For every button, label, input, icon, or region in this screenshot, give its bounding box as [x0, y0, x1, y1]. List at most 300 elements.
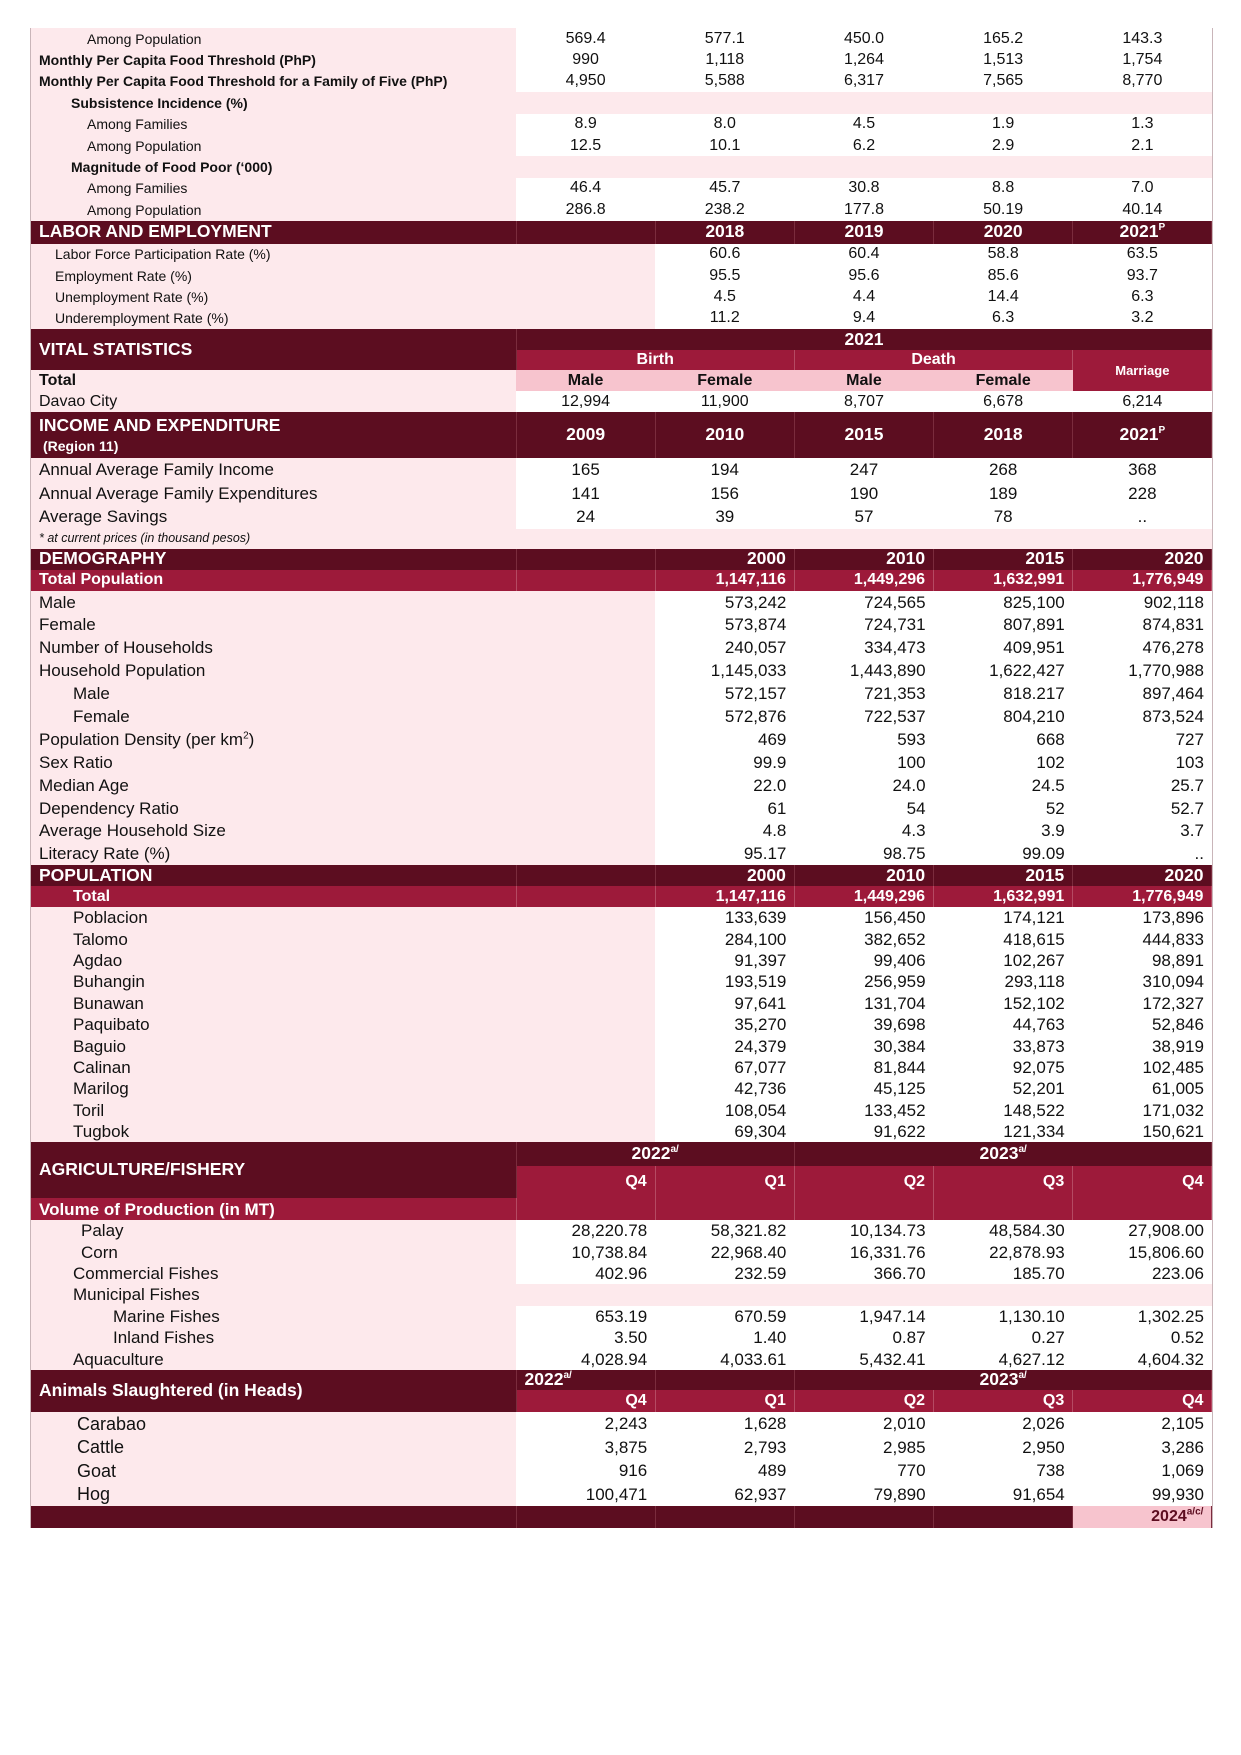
value-cell: 6.2: [852, 136, 876, 154]
value-cell: 52,846: [1151, 1015, 1204, 1035]
value-cell: 6,214: [1122, 392, 1163, 410]
header-year: 2024: [1151, 1507, 1187, 1525]
blank-cell: [516, 613, 655, 636]
income-note-row: [31, 529, 1212, 549]
row-label: Average Savings: [31, 505, 516, 529]
value-cell: 78: [993, 507, 1013, 527]
empty-cell: [516, 1284, 1212, 1305]
value-cell: 444,833: [1142, 929, 1204, 949]
row-label: Palay: [31, 1220, 516, 1241]
demography-row: [31, 728, 1212, 751]
poverty-row: [31, 199, 1212, 220]
header-year-cell: 2020: [934, 221, 1073, 244]
agri-year-b: [794, 1142, 1212, 1166]
death-header: Death: [794, 350, 1072, 370]
demography-row: [31, 659, 1212, 682]
value-cell: 24,379: [734, 1036, 787, 1056]
row-label: Buhangin: [31, 971, 516, 992]
blank-cell: [516, 591, 655, 614]
label-text: Female: [73, 706, 130, 726]
value-cell: 1,947.14: [859, 1306, 926, 1326]
vital-year: 2021: [516, 329, 1212, 350]
value-cell: 1,147,116: [655, 886, 794, 907]
value-cell: 825,100: [1003, 592, 1065, 612]
row-label: Agdao: [31, 950, 516, 971]
population-row: [31, 907, 1212, 928]
value-cell: 5,588: [704, 72, 745, 90]
value-cell: 0.27: [1031, 1328, 1065, 1348]
row-label: Corn: [31, 1241, 516, 1262]
blank-cell: [516, 1078, 655, 1099]
value-cell: 770: [897, 1461, 926, 1481]
value-cell: 22,878.93: [989, 1242, 1065, 1262]
blank-cell: [516, 1099, 655, 1120]
population-row: [31, 1121, 1212, 1142]
value-cell: 10.1: [709, 136, 741, 154]
blank-cell: [516, 570, 655, 591]
blank-cell: [516, 244, 655, 265]
row-label: Unemployment Rate (%): [31, 286, 516, 307]
blank-cell: [794, 1198, 933, 1220]
value-cell: 165.2: [983, 29, 1024, 47]
label-text: Population Density (per km: [39, 729, 244, 749]
value-cell: 10,134.73: [849, 1221, 926, 1241]
row-label: Subsistence Incidence (%): [31, 92, 516, 113]
value-cell: 38,919: [1151, 1036, 1204, 1056]
value-cell: 15,806.60: [1128, 1242, 1204, 1262]
value-cell: 7.0: [1131, 179, 1154, 197]
marriage-header: Marriage: [1073, 350, 1212, 391]
value-cell: 81,844: [873, 1057, 926, 1077]
value-cell: 286.8: [565, 200, 606, 218]
blank-cell: [516, 728, 655, 751]
value-cell: 61,005: [1151, 1079, 1204, 1099]
footnote-mark: P: [1158, 222, 1166, 234]
value-cell: 92,075: [1012, 1057, 1065, 1077]
row-label: Among Population: [31, 199, 516, 220]
quarter-label: Q2: [903, 1173, 926, 1191]
value-cell: 141: [571, 483, 600, 503]
label-text: Male: [39, 592, 76, 612]
row-label: Magnitude of Food Poor (‘000): [31, 156, 516, 177]
section-title: VITAL STATISTICS: [31, 329, 516, 370]
poverty-row: [31, 156, 1212, 177]
row-label: Cattle: [31, 1435, 516, 1459]
value-cell: 173,896: [1142, 908, 1204, 928]
value-cell: 1,632,991: [934, 570, 1073, 591]
animals-year-b: [794, 1370, 1212, 1390]
value-cell: 60.4: [848, 245, 880, 263]
value-cell: 156: [710, 483, 739, 503]
population-row: [31, 929, 1212, 950]
value-cell: 8,770: [1122, 72, 1163, 90]
value-cell: 12.5: [570, 136, 602, 154]
value-cell: 102: [1036, 752, 1065, 772]
value-cell: 738: [1036, 1461, 1065, 1481]
value-cell: 28,220.78: [571, 1221, 648, 1241]
value-cell: 2,793: [743, 1437, 787, 1457]
row-label: [31, 591, 516, 614]
value-cell: 1,628: [743, 1414, 787, 1434]
header-year: 2021: [1119, 424, 1159, 445]
label-text: Female: [39, 615, 96, 635]
value-cell: 91,622: [873, 1121, 926, 1141]
value-cell: ..: [1137, 507, 1148, 527]
value-cell: 150,621: [1142, 1121, 1204, 1141]
value-cell: 1,632,991: [934, 886, 1073, 907]
agri-row: [31, 1241, 1212, 1262]
poverty-row: [31, 49, 1212, 70]
value-cell: 1,622,427: [989, 661, 1065, 681]
value-cell: 902,118: [1143, 592, 1204, 612]
value-cell: 174,121: [1003, 908, 1065, 928]
value-cell: 668: [1036, 729, 1065, 749]
value-cell: 1.9: [992, 115, 1015, 133]
blank-cell: [516, 797, 655, 820]
value-cell: 25.7: [1170, 775, 1204, 795]
value-cell: 4,033.61: [720, 1349, 787, 1369]
blank-cell: [516, 907, 655, 928]
income-row: [31, 458, 1212, 482]
value-cell: 409,951: [1003, 638, 1065, 658]
header-year-cell: 2000: [655, 865, 794, 886]
labor-row: [31, 265, 1212, 286]
value-cell: 11.2: [709, 309, 740, 327]
value-cell: 67,077: [734, 1057, 787, 1077]
value-cell: 238.2: [704, 200, 745, 218]
statistics-sheet: [30, 28, 1213, 1528]
row-label: Marine Fishes: [31, 1306, 516, 1327]
agri-row: [31, 1284, 1212, 1305]
value-cell: 310,094: [1142, 972, 1204, 992]
value-cell: 1.40: [753, 1328, 787, 1348]
blank-cell: [516, 950, 655, 971]
quarter-cell: Q4: [516, 1390, 655, 1412]
row-label: Hog: [31, 1482, 516, 1506]
row-label: Paquibato: [31, 1014, 516, 1035]
agri-header-1: [31, 1142, 1212, 1166]
value-cell: 97,641: [734, 993, 787, 1013]
header-blank: [655, 1370, 794, 1390]
blank-cell: [516, 659, 655, 682]
blank-cell: [516, 1057, 655, 1078]
value-cell: 3.7: [1180, 821, 1204, 841]
header-year-cell: 2010: [794, 865, 933, 886]
quarter-cell: [516, 1166, 655, 1198]
value-cell: 2,105: [1161, 1414, 1204, 1434]
quarter-cell: [794, 1166, 933, 1198]
value-cell: 172,327: [1142, 993, 1204, 1013]
value-cell: 95.6: [848, 266, 880, 284]
header-blank: [516, 865, 655, 886]
value-cell: 721,353: [864, 684, 926, 704]
header-year-cell: 2019: [794, 221, 933, 244]
quarter-label: Q1: [764, 1173, 786, 1191]
value-cell: 193,519: [724, 972, 787, 992]
footnote-mark: a/: [563, 1370, 572, 1382]
agri-row: [31, 1220, 1212, 1241]
header-year-cell: [1073, 221, 1212, 244]
value-cell: 268: [988, 460, 1018, 480]
value-cell: 39: [715, 507, 735, 527]
blank-cell: [934, 1506, 1073, 1528]
row-label: Among Population: [31, 28, 516, 49]
quarter-cell: Q3: [934, 1390, 1073, 1412]
demography-row: [31, 705, 1212, 728]
value-cell: 2,010: [883, 1414, 926, 1434]
value-cell: 807,891: [1003, 615, 1065, 635]
value-cell: 334,473: [864, 638, 926, 658]
blank-cell: [516, 705, 655, 728]
value-cell: 30.8: [848, 179, 880, 197]
label-text: Sex Ratio: [39, 752, 113, 772]
income-title: INCOME AND EXPENDITURE: [39, 415, 281, 436]
value-cell: 2.9: [992, 136, 1015, 154]
agri-row: [31, 1348, 1212, 1369]
value-cell: 1,513: [983, 51, 1024, 69]
animals-year-a: [516, 1370, 655, 1390]
income-header: [31, 412, 1212, 458]
population-total: [31, 886, 1212, 907]
value-cell: 572,157: [724, 684, 787, 704]
value-cell: 40.14: [1122, 200, 1163, 218]
birth-header: Birth: [516, 350, 794, 370]
income-row: [31, 505, 1212, 529]
blank-cell: [516, 1198, 655, 1220]
demography-row: [31, 591, 1212, 614]
header-year: 2022: [524, 1369, 564, 1390]
header-blank: [516, 549, 655, 570]
row-label: Underemployment Rate (%): [31, 308, 516, 329]
row-label: Among Population: [31, 135, 516, 156]
value-cell: 45.7: [709, 179, 741, 197]
value-cell: 1,770,988: [1128, 661, 1204, 681]
value-cell: 60.6: [709, 245, 741, 263]
section-title: Animals Slaughtered (in Heads): [31, 1370, 516, 1412]
value-cell: 8.0: [713, 115, 736, 133]
value-cell: 58,321.82: [710, 1221, 787, 1241]
value-cell: 0.52: [1170, 1328, 1204, 1348]
demography-row: [31, 842, 1212, 865]
value-cell: 16,331.76: [849, 1242, 926, 1262]
value-cell: 102,485: [1142, 1057, 1204, 1077]
value-cell: 98.75: [883, 844, 926, 864]
row-label: Poblacion: [31, 907, 516, 928]
value-cell: 368: [1128, 460, 1157, 480]
blank-cell: [516, 993, 655, 1014]
value-cell: 133,452: [864, 1100, 926, 1120]
header-year-cell: 2018: [934, 412, 1073, 458]
value-cell: 103: [1175, 752, 1204, 772]
footnote-mark: a/: [670, 1144, 679, 1156]
vital-header-1: [31, 329, 1212, 350]
value-cell: 4.4: [852, 287, 876, 305]
value-cell: 572,876: [724, 706, 787, 726]
row-label: [31, 682, 516, 705]
header-year-cell: 2009: [516, 412, 655, 458]
row-label: Employment Rate (%): [31, 265, 516, 286]
value-cell: 232.59: [734, 1264, 787, 1284]
quarter-cell: [1073, 1166, 1212, 1198]
row-label: [31, 705, 516, 728]
value-cell: 990: [572, 51, 599, 69]
poverty-row: [31, 28, 1212, 49]
row-label: Bunawan: [31, 993, 516, 1014]
label-text: Household Population: [39, 661, 206, 681]
value-cell: 4.5: [852, 115, 876, 133]
value-cell: 121,334: [1003, 1121, 1065, 1141]
label-text: Median Age: [39, 775, 129, 795]
value-cell: 24.5: [1031, 775, 1065, 795]
value-cell: 1,754: [1122, 51, 1163, 69]
value-cell: 52,201: [1012, 1079, 1065, 1099]
animals-row: [31, 1412, 1212, 1436]
header-year-cell: 2015: [934, 549, 1073, 570]
value-cell: 100: [897, 752, 926, 772]
value-cell: 42,736: [734, 1079, 787, 1099]
value-cell: 190: [849, 483, 879, 503]
value-cell: 1,443,890: [849, 661, 926, 681]
labor-header: [31, 221, 1212, 244]
demography-total: [31, 570, 1212, 591]
value-cell: 450.0: [843, 29, 884, 47]
income-subtitle: (Region 11): [43, 437, 119, 454]
row-label: [31, 751, 516, 774]
row-label: Tugbok: [31, 1121, 516, 1142]
value-cell: 185.70: [1012, 1264, 1065, 1284]
row-label: Inland Fishes: [31, 1327, 516, 1348]
value-cell: 2,950: [1022, 1437, 1065, 1457]
value-cell: 24: [576, 507, 596, 527]
section-title: POPULATION: [31, 865, 516, 886]
value-cell: 3.50: [614, 1328, 648, 1348]
section-title: AGRICULTURE/FISHERY: [31, 1142, 516, 1198]
value-cell: 3,875: [604, 1437, 648, 1457]
value-cell: 402.96: [595, 1264, 648, 1284]
population-row: [31, 950, 1212, 971]
header-year-cell: 2020: [1073, 549, 1212, 570]
blank-cell: [516, 682, 655, 705]
row-label: Municipal Fishes: [31, 1284, 516, 1305]
value-cell: 156,450: [864, 908, 926, 928]
value-cell: 573,242: [724, 592, 787, 612]
poverty-row: [31, 178, 1212, 199]
row-label: Monthly Per Capita Food Threshold for a Family of Five (PhP): [31, 71, 516, 92]
value-cell: 102,267: [1003, 951, 1065, 971]
labor-row: [31, 244, 1212, 265]
section-title: LABOR AND EMPLOYMENT: [31, 221, 516, 244]
header-year-cell: 2020: [1073, 865, 1212, 886]
value-cell: 63.5: [1126, 245, 1158, 263]
value-cell: 52.7: [1170, 798, 1204, 818]
value-cell: 6,678: [983, 392, 1024, 410]
row-label: [31, 728, 516, 751]
value-cell: 39,698: [873, 1015, 926, 1035]
value-cell: 62,937: [734, 1484, 787, 1504]
population-row: [31, 1099, 1212, 1120]
value-cell: 256,959: [864, 972, 926, 992]
value-cell: 4,604.32: [1137, 1349, 1204, 1369]
value-cell: 4,950: [565, 72, 606, 90]
value-cell: 4,627.12: [998, 1349, 1065, 1369]
value-cell: 194: [710, 460, 739, 480]
blank-cell: [655, 1198, 794, 1220]
header-year-cell: 2018: [655, 221, 794, 244]
subheader-label: Volume of Production (in MT): [31, 1198, 516, 1220]
population-row: [31, 1035, 1212, 1056]
value-cell: 1,130.10: [998, 1306, 1065, 1326]
value-cell: 724,565: [864, 592, 926, 612]
blank-cell: [516, 819, 655, 842]
value-cell: 99,930: [1151, 1484, 1204, 1504]
poverty-row: [31, 71, 1212, 92]
blank-cell: [516, 636, 655, 659]
footnote-mark: a/c/: [1186, 1506, 1204, 1518]
male-header: Male: [516, 370, 655, 391]
row-label: [31, 636, 516, 659]
demography-row: [31, 613, 1212, 636]
value-cell: 95.5: [709, 266, 741, 284]
value-cell: 133,639: [724, 908, 787, 928]
header-year: 2021: [1119, 221, 1159, 242]
quarter-cell: [934, 1166, 1073, 1198]
row-label: Labor Force Participation Rate (%): [31, 244, 516, 265]
value-cell: 152,102: [1003, 993, 1065, 1013]
value-cell: 593: [897, 729, 926, 749]
total-label: Total Population: [31, 570, 516, 591]
value-cell: 3.9: [1041, 821, 1065, 841]
row-label: Commercial Fishes: [31, 1263, 516, 1284]
value-cell: 0.87: [892, 1328, 926, 1348]
value-cell: 48,584.30: [989, 1221, 1065, 1241]
value-cell: 240,057: [724, 638, 787, 658]
value-cell: 44,763: [1012, 1015, 1065, 1035]
label-text: Male: [73, 684, 110, 704]
value-cell: 653.19: [595, 1306, 648, 1326]
blank-cell: [794, 1506, 933, 1528]
label-text: Literacy Rate (%): [39, 844, 171, 864]
value-cell: 382,652: [864, 929, 926, 949]
vital-row: [31, 391, 1212, 412]
header-year: 2023: [979, 1369, 1019, 1390]
value-cell: 98,891: [1151, 951, 1204, 971]
value-cell: 293,118: [1004, 972, 1065, 992]
blank-cell: [516, 308, 655, 329]
label-tail: ): [248, 729, 255, 749]
value-cell: 131,704: [864, 993, 926, 1013]
quarter-cell: Q4: [1073, 1390, 1212, 1412]
header-year-cell: 2015: [794, 412, 933, 458]
population-row: [31, 1078, 1212, 1099]
value-cell: 108,054: [724, 1100, 787, 1120]
value-cell: 1,264: [843, 51, 884, 69]
value-cell: 6.3: [1131, 287, 1154, 305]
section-title: DEMOGRAPHY: [31, 549, 516, 570]
value-cell: 1,069: [1161, 1461, 1204, 1481]
value-cell: 418,615: [1003, 929, 1065, 949]
row-label: Among Families: [31, 178, 516, 199]
female-header: Female: [934, 370, 1073, 391]
value-cell: 4.8: [762, 821, 787, 841]
blank-cell: [516, 971, 655, 992]
total-label: Total: [31, 886, 516, 907]
value-cell: 14.4: [987, 287, 1019, 305]
quarter-label: Q4: [1182, 1173, 1204, 1191]
quarter-cell: Q2: [794, 1390, 933, 1412]
value-cell: 6,317: [843, 72, 884, 90]
value-cell: 1,776,949: [1073, 886, 1212, 907]
demography-row: [31, 774, 1212, 797]
